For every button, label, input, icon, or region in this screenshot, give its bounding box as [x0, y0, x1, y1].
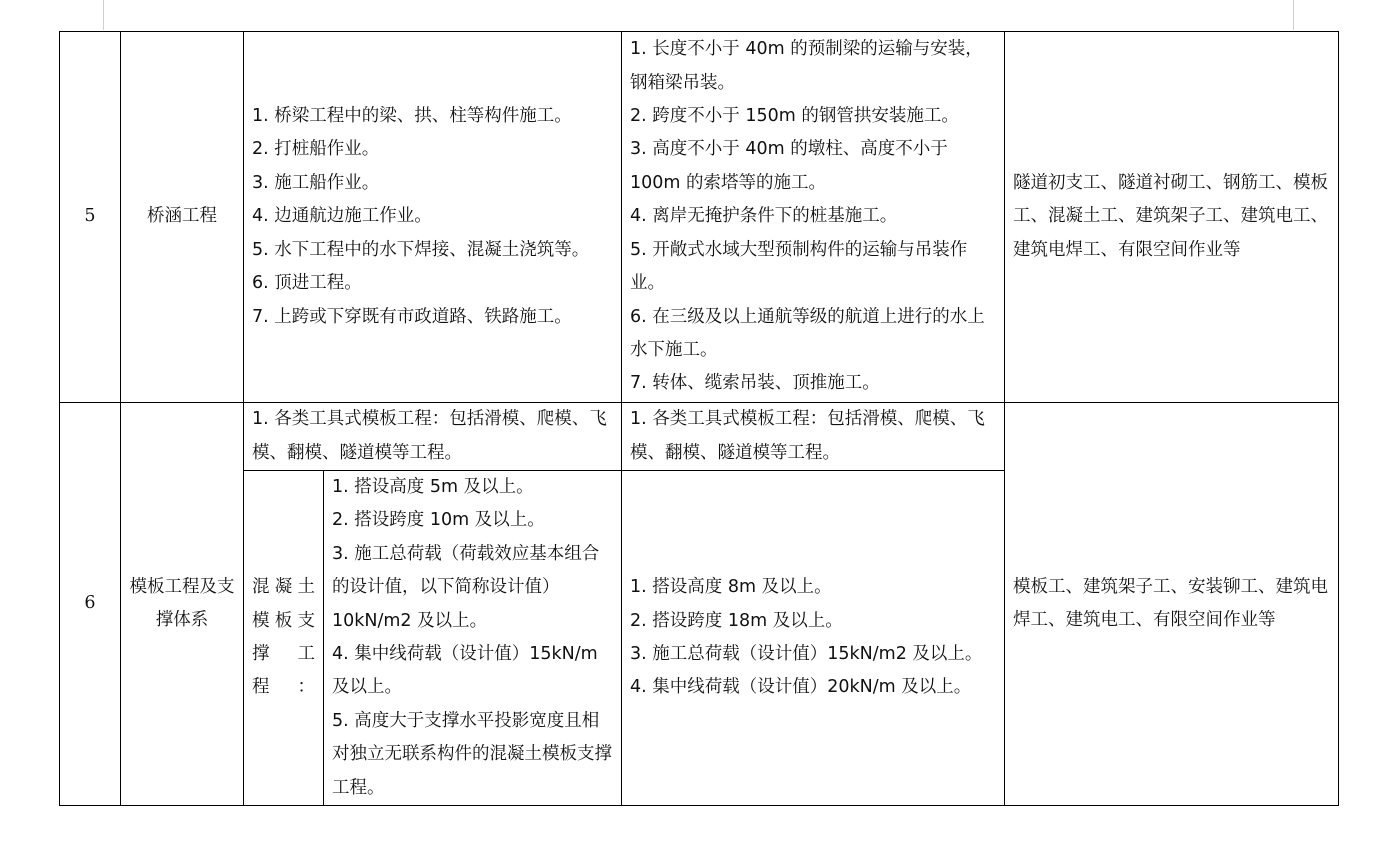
project-name: 桥涵工程 — [121, 32, 244, 403]
list-item: 2. 搭设跨度 10m 及以上。 — [332, 510, 545, 531]
page-margin-mark-right — [1293, 0, 1294, 30]
list-item: 1. 桥梁工程中的梁、拱、柱等构件施工。 — [252, 106, 572, 127]
list-item: 5. 开敞式水域大型预制构件的运输与吊装作业。 — [630, 239, 968, 294]
list-item: 4. 离岸无掩护条件下的桩基施工。 — [630, 206, 898, 227]
list-item: 4. 边通航边施工作业。 — [252, 206, 432, 227]
list-item: 7. 上跨或下穿既有市政道路、铁路施工。 — [252, 306, 572, 327]
scope-critical-hazard — [622, 32, 1005, 403]
list-item: 4. 集中线荷载（设计值）15kN/m 及以上。 — [332, 644, 598, 698]
scope-large-hazard — [244, 32, 622, 403]
row-number: 6 — [60, 403, 121, 806]
list-item: 1. 长度不小于 40m 的预制梁的运输与安装，钢箱梁吊装。 — [630, 39, 983, 93]
project-name: 模板工程及支撑体系 — [121, 403, 244, 806]
list-item: 5. 高度大于支撑水平投影宽度且相对独立无联系构件的混凝土模板支撑工程。 — [332, 710, 612, 798]
table-row — [60, 403, 1339, 471]
page-margin-mark-left — [103, 0, 104, 30]
scope-large-hazard-support — [324, 471, 622, 806]
sub-category-label: 混凝土模板支撑工程： — [244, 471, 324, 806]
scope-critical-hazard-support — [622, 471, 1005, 806]
list-item: 2. 搭设跨度 18m 及以上。 — [630, 610, 843, 631]
list-item: 4. 集中线荷载（设计值）20kN/m 及以上。 — [630, 677, 972, 698]
list-item: 3. 高度不小于 40m 的墩柱、高度不小于 100m 的索塔等的施工。 — [630, 139, 948, 193]
scope-large-hazard-formwork: 1. 各类工具式模板工程：包括滑模、爬模、飞模、翻模、隧道模等工程。 — [244, 403, 622, 471]
list-item: 2. 打桩船作业。 — [252, 139, 380, 160]
list-item: 1. 搭设高度 8m 及以上。 — [630, 577, 832, 598]
list-item: 3. 施工总荷载（设计值）15kN/m2 及以上。 — [630, 644, 983, 665]
row-number: 5 — [60, 32, 121, 403]
list-item: 7. 转体、缆索吊装、顶推施工。 — [630, 373, 880, 394]
list-item: 1. 搭设高度 5m 及以上。 — [332, 477, 534, 497]
scope-critical-hazard-formwork: 1. 各类工具式模板工程：包括滑模、爬模、飞模、翻模、隧道模等工程。 — [622, 403, 1005, 471]
worker-types: 模板工、建筑架子工、安装铆工、建筑电焊工、建筑电工、有限空间作业等 — [1005, 403, 1339, 806]
list-item: 5. 水下工程中的水下焊接、混凝土浇筑等。 — [252, 239, 590, 260]
list-item: 2. 跨度不小于 150m 的钢管拱安装施工。 — [630, 106, 959, 127]
list-item: 3. 施工总荷载（荷载效应基本组合的设计值，以下简称设计值）10kN/m2 及以上。 — [332, 543, 600, 631]
list-item: 6. 在三级及以上通航等级的航道上进行的水上水下施工。 — [630, 306, 985, 360]
table-row — [60, 32, 1339, 403]
list-item: 3. 施工船作业。 — [252, 172, 380, 193]
hazard-table — [59, 31, 1339, 806]
list-item: 6. 顶进工程。 — [252, 273, 362, 294]
worker-types: 隧道初支工、隧道衬砌工、钢筋工、模板工、混凝土工、建筑架子工、建筑电工、建筑电焊工、有限空间作业等 — [1005, 32, 1339, 403]
